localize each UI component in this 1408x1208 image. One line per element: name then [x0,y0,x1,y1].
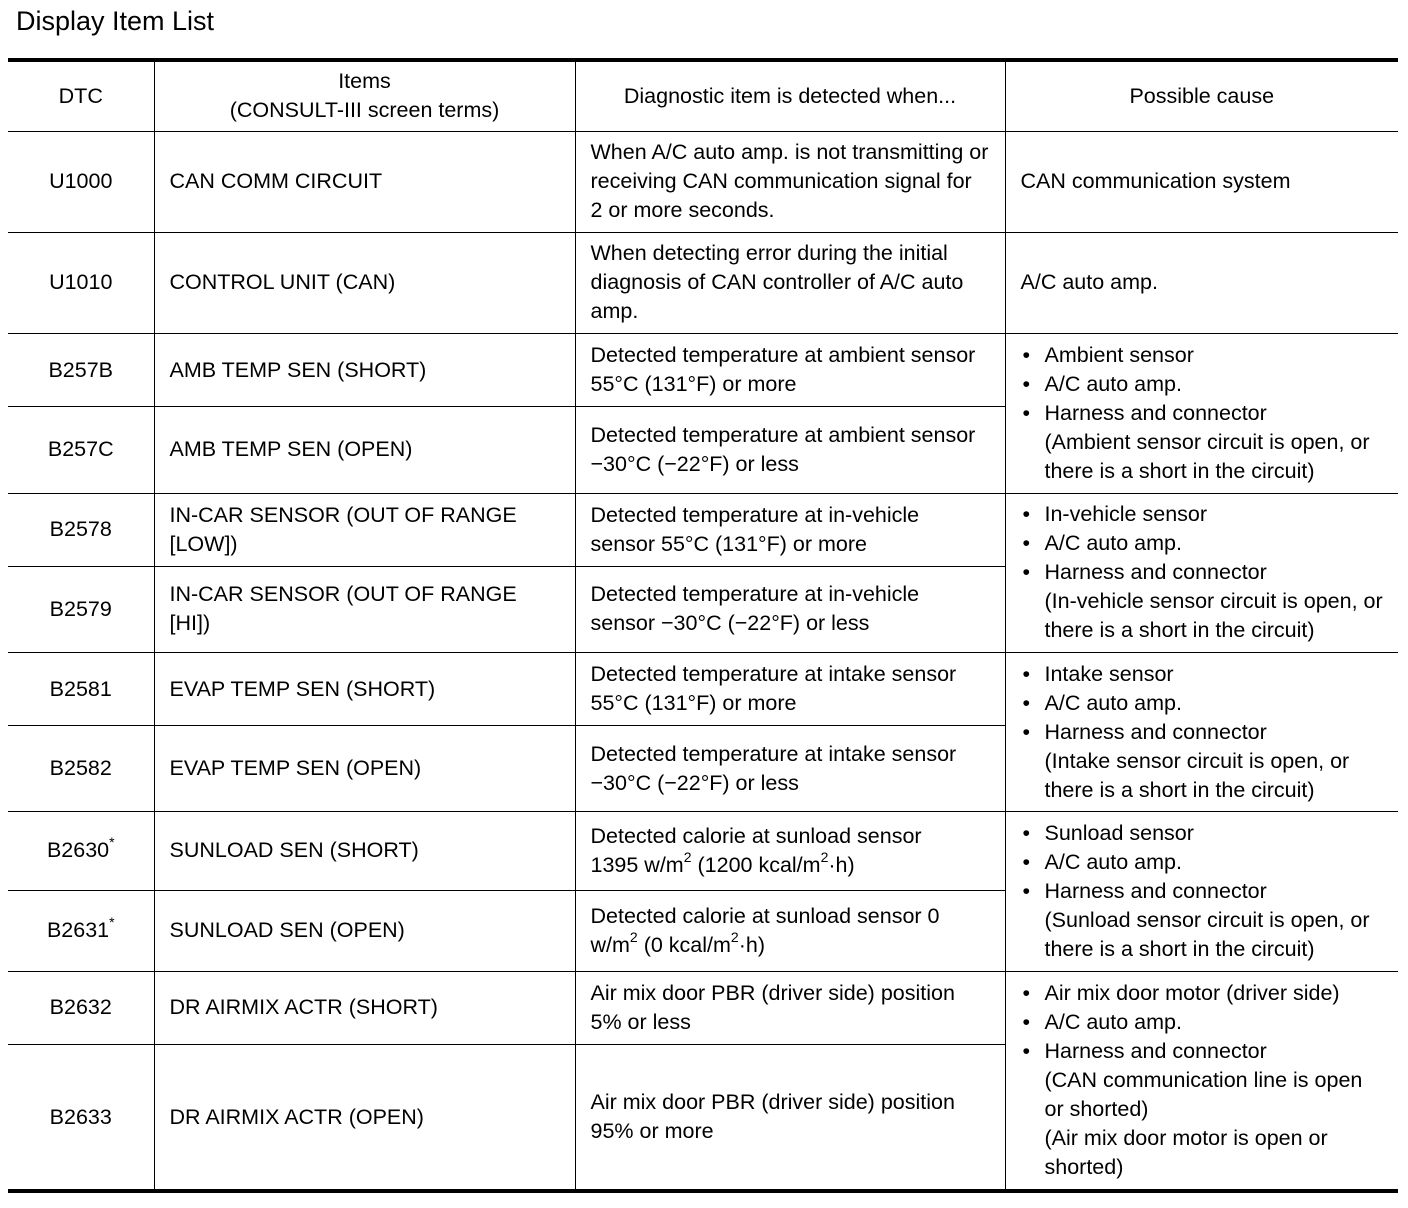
cause-item [1021,718,1384,805]
superscript: 2 [629,928,638,945]
cause-item-label: • Harness and connector [1044,719,1267,744]
item-term: IN-CAR SENSOR (OUT OF RANGE [HI]) [154,566,575,652]
detection-condition: Detected temperature at intake sensor 55°C (131°F) or more [575,652,1005,725]
cause-note: (Intake sensor circuit is open, or there is a short in the circuit) [1044,748,1350,802]
cause-list [1021,819,1384,964]
detection-condition: Detected temperature at ambient sensor 55°C (131°F) or more [575,334,1005,407]
table-header-row [8,60,1398,131]
cause-note: (In-vehicle sensor circuit is open, or there is a short in the circuit) [1044,589,1383,643]
detection-condition: When A/C auto amp. is not transmitting or receiving CAN communication signal for 2 or more seconds. [575,131,1005,232]
header-items-line1: Items [338,69,391,94]
display-item-table [8,58,1398,1193]
table-row [8,232,1398,333]
cause-list [1021,660,1384,805]
detection-condition: Detected temperature at intake sensor −30°C (−22°F) or less [575,726,1005,812]
detection-line1: Detected calorie at sunload sensor 0 [590,903,940,928]
dtc-code [8,812,154,890]
footnote-mark: * [109,834,115,851]
detection-condition: Detected temperature at in-vehicle sensor 55°C (131°F) or more [575,493,1005,566]
detection-line2c: ·h) [738,932,765,957]
dtc-code: U1000 [8,131,154,232]
detection-condition: Detected temperature at in-vehicle sensor −30°C (−22°F) or less [575,566,1005,652]
superscript: 2 [683,848,692,865]
detection-condition: Detected temperature at ambient sensor −30°C (−22°F) or less [575,407,1005,493]
detection-condition: When detecting error during the initial diagnosis of CAN controller of A/C auto amp. [575,232,1005,333]
cause-item-label: • Harness and connector [1044,400,1267,425]
item-term: DR AIRMIX ACTR (SHORT) [154,971,575,1044]
possible-cause: A/C auto amp. [1005,232,1398,333]
item-term: EVAP TEMP SEN (OPEN) [154,726,575,812]
cause-item: • A/C auto amp. [1021,689,1384,718]
header-cause: Possible cause [1005,60,1398,131]
detection-line2a: w/m [590,932,630,957]
header-dtc: DTC [8,60,154,131]
detection-line2a: 1395 w/m [590,852,684,877]
cause-note: (CAN communication line is open or shorted) [1044,1067,1363,1121]
header-detected: Diagnostic item is detected when... [575,60,1005,131]
header-items [154,60,575,131]
detection-condition: Air mix door PBR (driver side) position 5% or less [575,971,1005,1044]
dtc-code: B257B [8,334,154,407]
cause-note: (Air mix door motor is open or shorted) [1044,1125,1328,1179]
item-term: AMB TEMP SEN (OPEN) [154,407,575,493]
dtc-code: B257C [8,407,154,493]
cause-list [1021,341,1384,486]
detection-condition: Air mix door PBR (driver side) position 95% or more [575,1045,1005,1191]
item-term: CONTROL UNIT (CAN) [154,232,575,333]
cause-item: • A/C auto amp. [1021,529,1384,558]
header-items-line2: (CONSULT-III screen terms) [229,98,500,123]
table-row [8,334,1398,407]
detection-line2c: ·h) [828,852,855,877]
cause-item: • A/C auto amp. [1021,370,1384,399]
table-row [8,812,1398,890]
cause-item-label: • Harness and connector [1044,1038,1267,1063]
cause-item [1021,1037,1384,1182]
cause-item [1021,877,1384,964]
dtc-code [8,890,154,971]
dtc-code: B2632 [8,971,154,1044]
item-term: CAN COMM CIRCUIT [154,131,575,232]
cause-item: • Sunload sensor [1021,819,1384,848]
item-term: SUNLOAD SEN (OPEN) [154,890,575,971]
dtc-code: B2581 [8,652,154,725]
possible-cause [1005,493,1398,652]
possible-cause [1005,652,1398,811]
detection-line1: Detected calorie at sunload sensor [590,823,922,848]
detection-line2b: (1200 kcal/m [691,852,821,877]
footnote-mark: * [109,914,115,931]
superscript: 2 [730,928,739,945]
cause-item-label: • Harness and connector [1044,560,1267,585]
item-term: DR AIRMIX ACTR (OPEN) [154,1045,575,1191]
item-term: IN-CAR SENSOR (OUT OF RANGE [LOW]) [154,493,575,566]
table-row [8,971,1398,1044]
dtc-code: B2633 [8,1045,154,1191]
detection-condition [575,812,1005,890]
possible-cause [1005,812,1398,971]
cause-list [1021,500,1384,645]
table-row [8,493,1398,566]
dtc-code: B2579 [8,566,154,652]
dtc-code-text: B2631 [46,918,110,943]
item-term: EVAP TEMP SEN (SHORT) [154,652,575,725]
cause-item: • In-vehicle sensor [1021,500,1384,529]
table-row [8,131,1398,232]
table-row [8,652,1398,725]
item-term: SUNLOAD SEN (SHORT) [154,812,575,890]
dtc-code-text: B2630 [46,838,110,863]
detection-condition [575,890,1005,971]
cause-item-label: • Harness and connector [1044,879,1267,904]
detection-line2b: (0 kcal/m [637,932,731,957]
cause-item [1021,399,1384,486]
superscript: 2 [820,848,829,865]
dtc-code: U1010 [8,232,154,333]
cause-item: • Air mix door motor (driver side) [1021,979,1384,1008]
cause-item: • Intake sensor [1021,660,1384,689]
possible-cause: CAN communication system [1005,131,1398,232]
possible-cause [1005,971,1398,1191]
page-title: Display Item List [16,6,215,36]
item-term: AMB TEMP SEN (SHORT) [154,334,575,407]
cause-item [1021,558,1384,645]
cause-item: • A/C auto amp. [1021,1008,1384,1037]
cause-item: • Ambient sensor [1021,341,1384,370]
cause-note: (Sunload sensor circuit is open, or there is a short in the circuit) [1044,908,1370,962]
cause-list [1021,979,1384,1182]
possible-cause [1005,334,1398,493]
cause-note: (Ambient sensor circuit is open, or there is a short in the circuit) [1044,429,1370,483]
dtc-code: B2582 [8,726,154,812]
dtc-code: B2578 [8,493,154,566]
cause-item: • A/C auto amp. [1021,848,1384,877]
